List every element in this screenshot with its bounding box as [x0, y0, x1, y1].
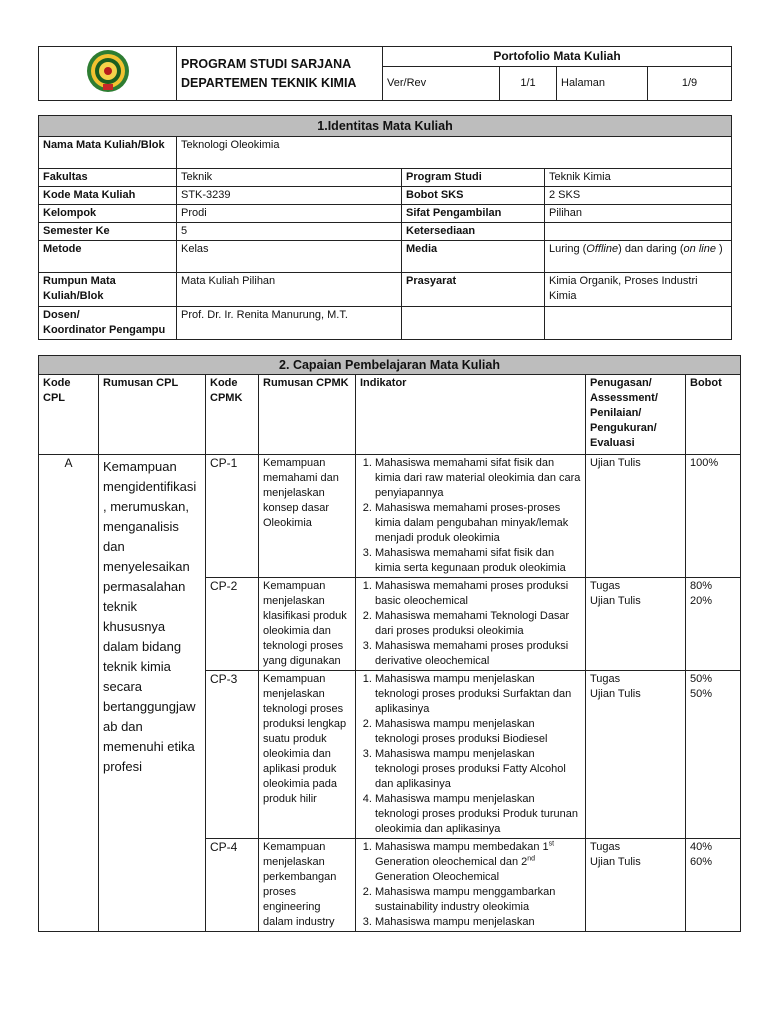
kode-cpl-value: A: [39, 455, 99, 932]
kelompok-label: Kelompok: [39, 205, 177, 223]
header-kode-cpmk: Kode CPMK: [206, 375, 259, 455]
dosen-empty-1: [402, 307, 545, 340]
cpl-section-title: 2. Capaian Pembelajaran Mata Kuliah: [39, 356, 741, 375]
cpmk-penugasan: [586, 671, 686, 839]
indikator-item: 4. Mahasiswa mampu menjelaskan teknologi proses produksi Produk turunan oleokimia dan aplikasinya: [375, 792, 581, 837]
indikator-item: 1. Mahasiswa mampu menjelaskan teknologi proses produksi Surfaktan dan aplikasinya: [375, 672, 581, 717]
penugasan-item: Ujian Tulis: [590, 595, 641, 607]
kelompok-value: Prodi: [177, 205, 402, 223]
ketersediaan-label: Ketersediaan: [402, 223, 545, 241]
media-label: Media: [402, 241, 545, 273]
penugasan-item: Tugas: [590, 841, 621, 853]
penugasan-item: Tugas: [590, 580, 621, 592]
nama-value: Teknologi Oleokimia: [177, 137, 732, 169]
indikator-item: 2. Mahasiswa mampu menggambarkan sustainability industry oleokimia: [375, 885, 581, 915]
header-rumusan-cpmk: Rumusan CPMK: [259, 375, 356, 455]
header-indikator: Indikator: [356, 375, 586, 455]
header-penugasan: Penugasan/ Assessment/ Penilaian/ Pengukuran/ Evaluasi: [586, 375, 686, 455]
bobot-item: 20%: [690, 595, 713, 607]
cpmk-code: CP-1: [206, 455, 259, 578]
penugasan-item: Tugas: [590, 673, 621, 685]
bobot-label: Bobot SKS: [402, 187, 545, 205]
cpmk-rumusan: Kemampuan menjelaskan teknologi proses produksi lengkap suatu produk oleokimia dan aplikasi produk oleokimia pada produk hilir: [259, 671, 356, 839]
indikator-item: 3. Mahasiswa mampu menjelaskan: [375, 915, 581, 930]
semester-value: 5: [177, 223, 402, 241]
bobot-item: 60%: [690, 856, 713, 868]
nama-label: Nama Mata Kuliah/Blok: [39, 137, 177, 169]
bobot-item: 80%: [690, 580, 713, 592]
table-row: [39, 455, 741, 578]
university-logo-icon: [80, 48, 136, 94]
header-bobot: Bobot: [686, 375, 741, 455]
page-label: Halaman: [557, 67, 648, 101]
indikator-item: 2. Mahasiswa memahami proses-proses kimia dalam pengubahan minyak/lemak menjadi produk oleokimia: [375, 501, 581, 546]
ver-value: 1/1: [500, 67, 557, 101]
ver-label: Ver/Rev: [383, 67, 500, 101]
cpmk-penugasan: [586, 455, 686, 578]
university-logo-cell: [39, 47, 177, 101]
header-kode-cpl: Kode CPL: [39, 375, 99, 455]
cpmk-rumusan: Kemampuan memahami dan menjelaskan konsep dasar Oleokimia: [259, 455, 356, 578]
indikator-item: 2. Mahasiswa mampu menjelaskan teknologi proses produksi Biodiesel: [375, 717, 581, 747]
sifat-label: Sifat Pengambilan: [402, 205, 545, 223]
rumpun-label: Rumpun Mata Kuliah/Blok: [39, 273, 177, 307]
bobot-value: 2 SKS: [545, 187, 732, 205]
penugasan-item: Ujian Tulis: [590, 457, 641, 469]
cpmk-code: CP-3: [206, 671, 259, 839]
indikator-item: 3. Mahasiswa mampu menjelaskan teknologi proses produksi Fatty Alcohol dan aplikasinya: [375, 747, 581, 792]
dosen-value: Prof. Dr. Ir. Renita Manurung, M.T.: [177, 307, 402, 340]
identity-table: [38, 115, 732, 340]
indikator-item: 3. Mahasiswa memahami proses produksi derivative oleochemical: [375, 639, 581, 669]
bobot-item: 100%: [690, 457, 719, 469]
metode-label: Metode: [39, 241, 177, 273]
cpmk-bobot: [686, 671, 741, 839]
portfolio-title: Portofolio Mata Kuliah: [383, 47, 732, 67]
fakultas-value: Teknik: [177, 169, 402, 187]
page-value: 1/9: [648, 67, 732, 101]
cpmk-penugasan: [586, 578, 686, 671]
document-header: [38, 46, 732, 101]
semester-label: Semester Ke: [39, 223, 177, 241]
prodi-label: Program Studi: [402, 169, 545, 187]
metode-value: Kelas: [177, 241, 402, 273]
cpmk-bobot: [686, 578, 741, 671]
bobot-item: 50%: [690, 688, 713, 700]
prasyarat-value: Kimia Organik, Proses Industri Kimia: [545, 273, 732, 307]
bobot-item: 50%: [690, 673, 713, 685]
cpl-table: [38, 355, 741, 932]
cpmk-rumusan: Kemampuan menjelaskan klasifikasi produk oleokimia dan teknologi proses yang digunakan: [259, 578, 356, 671]
fakultas-label: Fakultas: [39, 169, 177, 187]
indikator-item: 1. Mahasiswa memahami proses produksi basic oleochemical: [375, 579, 581, 609]
cpmk-bobot: [686, 839, 741, 932]
cpmk-rumusan: Kemampuan menjelaskan perkembangan proses engineering dalam industry: [259, 839, 356, 932]
dosen-label: [39, 307, 177, 340]
identity-section-title: 1.Identitas Mata Kuliah: [39, 116, 732, 137]
cpmk-indikator: [356, 671, 586, 839]
dosen-label-line-2: Koordinator Pengampu: [43, 324, 166, 336]
rumpun-value: Mata Kuliah Pilihan: [177, 273, 402, 307]
prodi-value: Teknik Kimia: [545, 169, 732, 187]
bobot-item: 40%: [690, 841, 713, 853]
media-value: Luring (Offline) dan daring (on line ): [545, 241, 732, 273]
rumusan-cpl-value: Kemampuan mengidentifikasi , merumuskan, menganalisis dan menyelesaikan permasalahan teknik khususnya dalam bidang teknik kimia secara bertanggungjaw ab dan memenuhi etika profesi: [99, 455, 206, 932]
ketersediaan-value: [545, 223, 732, 241]
indikator-item: 3. Mahasiswa memahami sifat fisik dan kimia serta kegunaan produk oleokimia: [375, 546, 581, 576]
program-name: [177, 47, 383, 101]
cpmk-bobot: [686, 455, 741, 578]
program-line-1: PROGRAM STUDI SARJANA: [181, 56, 352, 71]
program-line-2: DEPARTEMEN TEKNIK KIMIA: [181, 75, 357, 90]
cpmk-code: CP-4: [206, 839, 259, 932]
prasyarat-label: Prasyarat: [402, 273, 545, 307]
indikator-item: 2. Mahasiswa memahami Teknologi Dasar dari proses produksi oleokimia: [375, 609, 581, 639]
sifat-value: Pilihan: [545, 205, 732, 223]
cpmk-indikator: [356, 578, 586, 671]
header-rumusan-cpl: Rumusan CPL: [99, 375, 206, 455]
cpmk-indikator: [356, 839, 586, 932]
kode-label: Kode Mata Kuliah: [39, 187, 177, 205]
indikator-item: 1. Mahasiswa memahami sifat fisik dan kimia dari raw material oleokimia dan cara penyiapannya: [375, 456, 581, 501]
indikator-item: 1. Mahasiswa mampu membedakan 1st Generation oleochemical dan 2nd Generation Oleochemical: [375, 840, 581, 885]
kode-value: STK-3239: [177, 187, 402, 205]
cpmk-code: CP-2: [206, 578, 259, 671]
penugasan-item: Ujian Tulis: [590, 856, 641, 868]
dosen-empty-2: [545, 307, 732, 340]
dosen-label-line-1: Dosen/: [43, 309, 80, 321]
cpmk-penugasan: [586, 839, 686, 932]
cpmk-indikator: [356, 455, 586, 578]
penugasan-item: Ujian Tulis: [590, 688, 641, 700]
